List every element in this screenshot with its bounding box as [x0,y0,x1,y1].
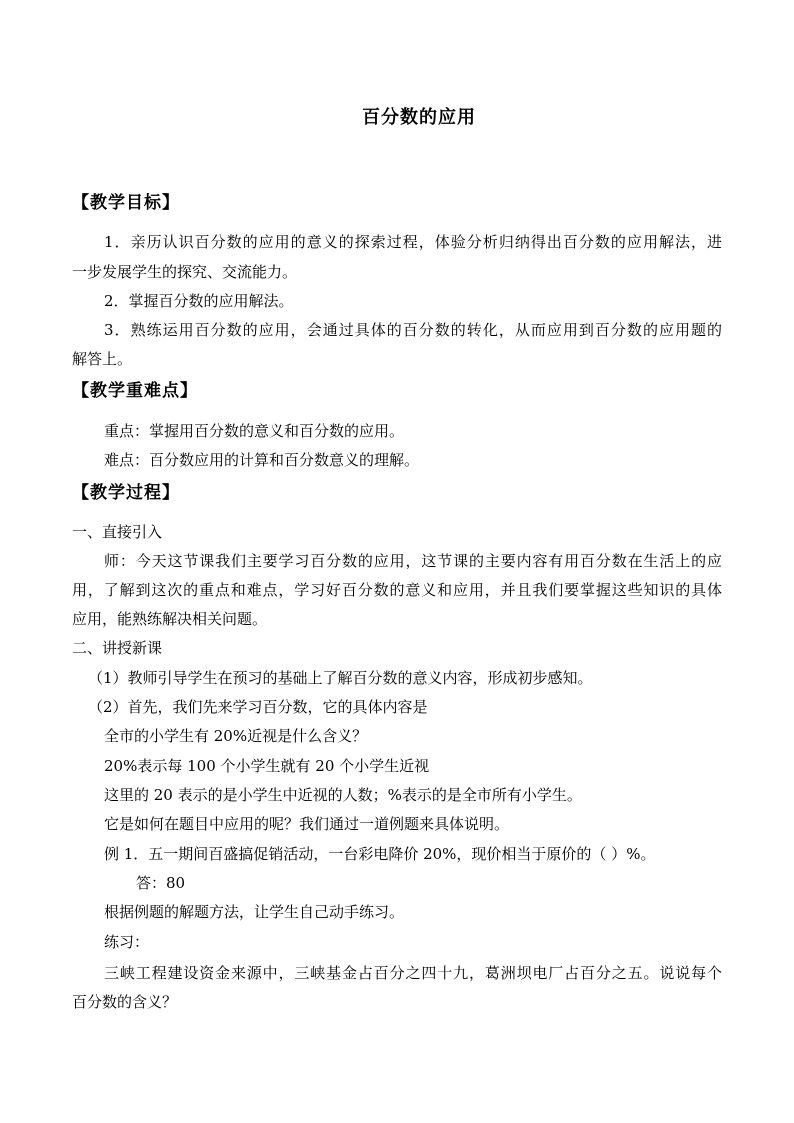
part1-line-3: 应用，能熟练解决相关问题。 [72,610,268,628]
goal-item-1-line-1: 1．亲历认识百分数的应用的意义的探索过程，体验分析归纳得出百分数的应用解法，进 [104,233,722,251]
key-points-heading: 【教学重难点】 [72,381,198,401]
step-1: （1）教师引导学生在预习的基础上了解百分数的意义内容，形成初步感知。 [88,669,593,687]
answer-text: 答：80 [136,874,186,892]
focus-text: 重点：掌握用百分数的意义和百分数的应用。 [104,422,405,440]
transition-text: 它是如何在题目中应用的呢？我们通过一道例题来具体说明。 [104,815,510,833]
part1-title: 一、直接引入 [72,523,163,541]
part2-title: 二、讲授新课 [72,639,163,657]
document-title: 百分数的应用 [362,107,476,128]
part1-line-2: 用，了解到这次的重点和难点，学习好百分数的意义和应用，并且我们要掌握这些知识的具体 [72,581,722,599]
step-2: （2）首先，我们先来学习百分数，它的具体内容是 [88,698,428,716]
goal-item-3-line-1: 3．熟练运用百分数的应用，会通过具体的百分数的转化，从而应用到百分数的应用题的 [104,321,722,339]
goals-heading: 【教学目标】 [72,193,180,213]
practice-label: 练习： [104,933,150,951]
process-heading: 【教学过程】 [72,483,180,503]
practice-intro: 根据例题的解题方法，让学生自己动手练习。 [104,903,405,921]
meaning-text: 20%表示每 100 个小学生就有 20 个小学生近视 [104,757,430,775]
part1-line-1: 师：今天这节课我们主要学习百分数的应用，这节课的主要内容有用百分数在生活上的应 [104,552,722,570]
practice-line-2: 百分数的含义？ [72,993,178,1011]
goal-item-1-line-2: 一步发展学生的探究、交流能力。 [72,263,298,281]
question-text: 全市的小学生有 20%近视是什么含义？ [104,727,368,745]
example-text: 例 1．五一期间百盛搞促销活动，一台彩电降价 20%，现价相当于原价的（ ）%。 [104,845,656,863]
goal-item-2: 2．掌握百分数的应用解法。 [104,292,294,310]
practice-line-1: 三峡工程建设资金来源中，三峡基金占百分之四十九，葛洲坝电厂占百分之五。说说每个 [104,964,722,982]
goal-item-3-line-2: 解答上。 [72,350,133,368]
difficulty-text: 难点：百分数应用的计算和百分数意义的理解。 [104,451,420,469]
explain-text: 这里的 20 表示的是小学生中近视的人数；%表示的是全市所有小学生。 [104,786,582,804]
